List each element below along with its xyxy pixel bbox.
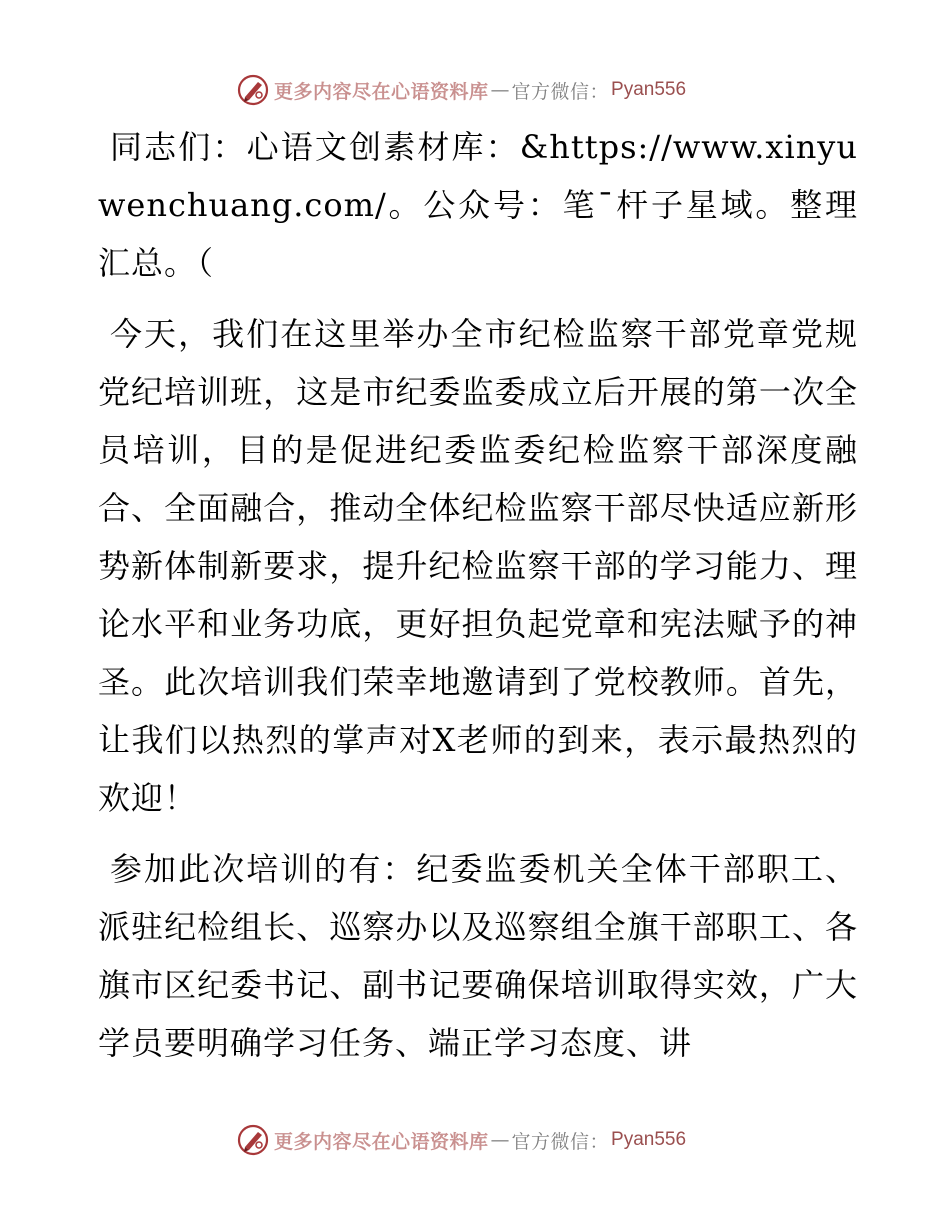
header-banner (236, 72, 686, 108)
paragraph-intro: 同志们：心语文创素材库：&https://www.xinyuwenchuang.com/。公众号：笔¯杆子星域。整理汇总。（ (98, 128, 858, 282)
pen-logo-icon (236, 73, 270, 107)
banner-main-text: 更多内容尽在心语资料库 (274, 1130, 489, 1153)
document-body (98, 118, 858, 1072)
banner-separator: — (490, 1129, 510, 1151)
footer-banner (236, 1122, 686, 1158)
paragraph-participants: 参加此次培训的有：纪委监委机关全体干部职工、派驻纪检组长、巡察办以及巡察组全旗干部职工、各旗市区纪委书记、副书记要确保培训取得实效，广大学员要明确学习任务、端正学习态度、讲 (98, 850, 858, 1062)
banner-separator: — (490, 79, 510, 101)
banner-official-label: 官方微信： (511, 1130, 610, 1153)
banner-wechat-id: Pyan556 (611, 1129, 687, 1150)
banner-official-label: 官方微信： (511, 80, 610, 103)
paragraph-opening: 今天，我们在这里举办全市纪检监察干部党章党规党纪培训班，这是市纪委监委成立后开展的第一次全员培训，目的是促进纪委监委纪检监察干部深度融合、全面融合，推动全体纪检监察干部尽快适应新形势新体制新要求，提升纪检监察干部的学习能力、理论水平和业务功底，更好担负起党章和宪法赋予的神圣。此次培训我们荣幸地邀请到了党校教师。首先，让我们以热烈的掌声对X老师的到来，表示最热烈的欢迎！ (98, 315, 858, 817)
banner-main-text: 更多内容尽在心语资料库 (274, 80, 489, 103)
banner-wechat-id: Pyan556 (611, 79, 687, 100)
pen-logo-icon (236, 1123, 270, 1157)
